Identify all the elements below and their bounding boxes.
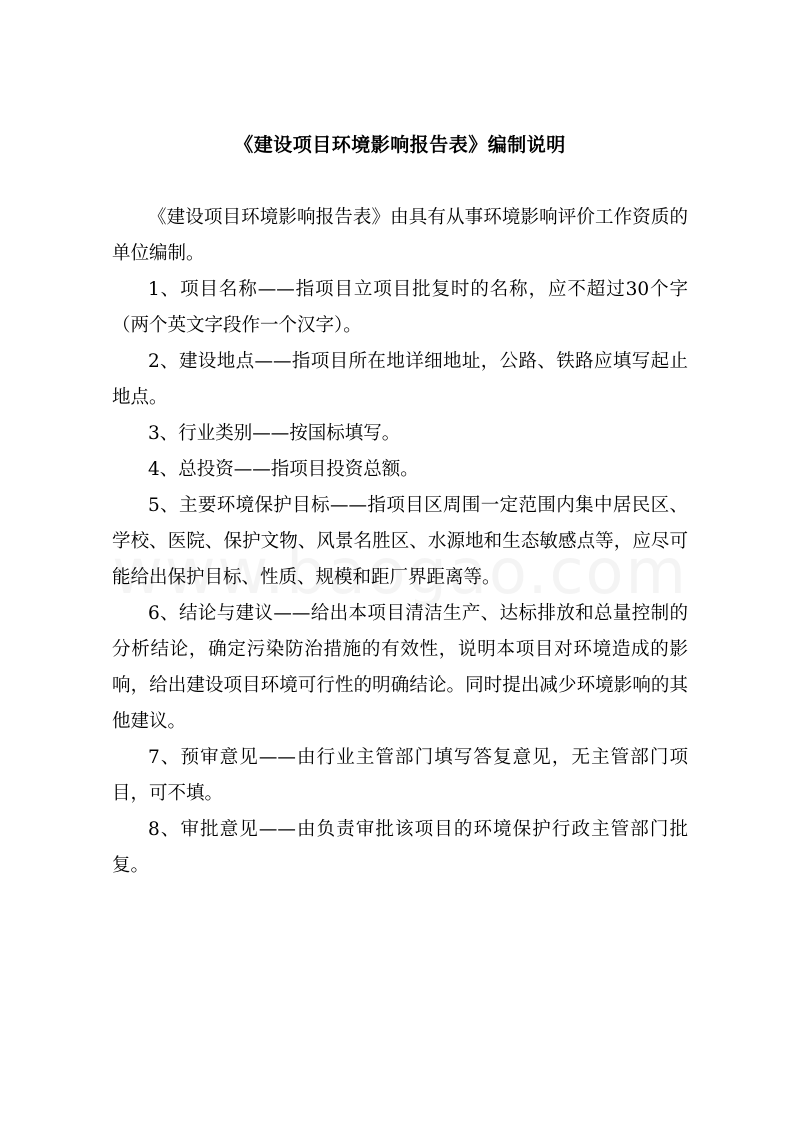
- document-body: [112, 200, 688, 884]
- item-pre-review: 7、预审意见——由行业主管部门填写答复意见，无主管部门项目，可不填。: [112, 747, 688, 804]
- item-total-investment: 4、总投资——指项目投资总额。: [148, 459, 419, 480]
- item-approval: 8、审批意见——由负责审批该项目的环境保护行政主管部门批复。: [112, 819, 688, 876]
- intro-paragraph: 《建设项目环境影响报告表》由具有从事环境影响评价工作资质的单位编制。: [112, 207, 688, 264]
- document-title: 《建设项目环境影响报告表》编制说明: [234, 134, 566, 156]
- item-construction-site: 2、建设地点——指项目所在地详细地址，公路、铁路应填写起止地点。: [112, 351, 688, 408]
- item-protection-targets: 5、主要环境保护目标——指项目区周围一定范围内集中居民区、学校、医院、保护文物、风景名胜区、水源地和生态敏感点等，应尽可能给出保护目标、性质、规模和距厂界距离等。: [112, 495, 688, 588]
- item-industry-category: 3、行业类别——按国标填写。: [148, 423, 401, 444]
- item-project-name: 1、项目名称——指项目立项目批复时的名称，应不超过30个字（两个英文字段作一个汉字）。: [112, 279, 688, 336]
- item-conclusions: 6、结论与建议——给出本项目清洁生产、达标排放和总量控制的分析结论，确定污染防治措施的有效性，说明本项目对环境造成的影响，给出建设项目环境可行性的明确结论。同时提出减少环境影响的其他建议。: [112, 603, 688, 732]
